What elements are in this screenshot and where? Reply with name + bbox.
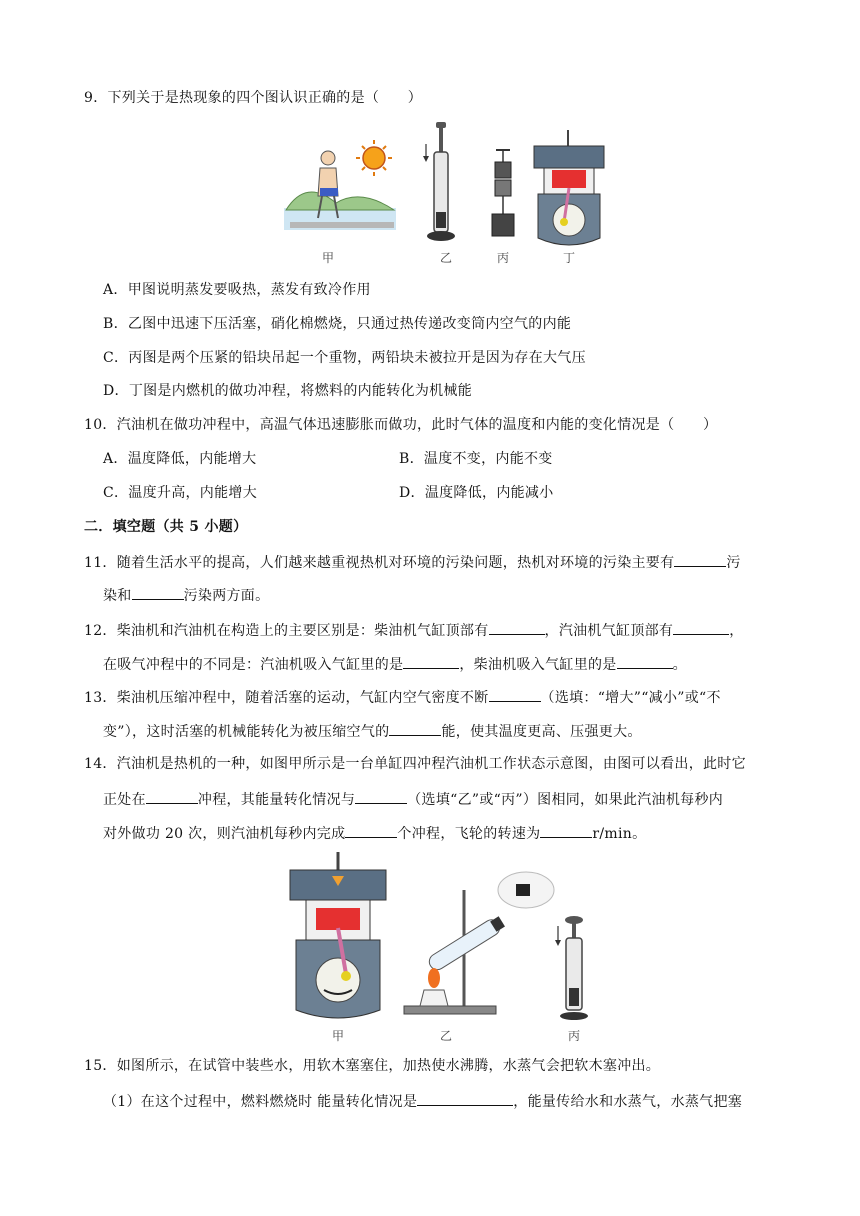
q14-figure-yi-test-tube bbox=[404, 872, 554, 1014]
q12-blank-3[interactable] bbox=[403, 653, 459, 669]
q11-line-2 bbox=[103, 584, 269, 606]
q9-label-ding: 丁 bbox=[562, 251, 576, 265]
q11-blank-2[interactable] bbox=[132, 584, 184, 600]
q9-label-jia: 甲 bbox=[321, 251, 335, 265]
figure-yi-fire-syringe bbox=[423, 122, 455, 241]
q12-blank-4[interactable] bbox=[617, 653, 673, 669]
q13-text-1a: 13．柴油机压缩冲程中，随着活塞的运动，气缸内空气密度不断 bbox=[84, 690, 489, 706]
q13-text-2a: 变”），这时活塞的机械能转化为被压缩空气的 bbox=[103, 724, 390, 740]
q11-blank-1[interactable] bbox=[674, 551, 726, 567]
q11-line-1 bbox=[84, 551, 741, 573]
q12-text-2b: ，柴油机吸入气缸里的是 bbox=[459, 657, 617, 673]
q14-label-yi: 乙 bbox=[439, 1029, 453, 1043]
q15-text-1a: （1）在这个过程中，燃料燃烧时 能量转化情况是 bbox=[103, 1094, 418, 1110]
q13-line-2 bbox=[103, 720, 642, 742]
q12-text-1b: ，汽油机气缸顶部有 bbox=[544, 623, 674, 639]
q14-text-3b: 个冲程，飞轮的转速为 bbox=[397, 826, 541, 842]
q11-text-1a: 11．随着生活水平的提高，人们越来越重视热机对环境的污染问题，热机对环境的污染主要有 bbox=[84, 555, 675, 571]
q10-option-d: D．温度降低，内能减小 bbox=[399, 485, 554, 501]
q10-option-a: A．温度降低，内能增大 bbox=[103, 451, 257, 467]
q15-stem: 15．如图所示，在试管中装些水，用软木塞塞住，加热使水沸腾，水蒸气会把软木塞冲出。 bbox=[84, 1058, 661, 1074]
q9-figure bbox=[276, 118, 610, 268]
section-heading-fill-blank: 二．填空题（共 5 小题） bbox=[84, 519, 248, 535]
q9-stem: 9．下列关于是热现象的四个图认识正确的是（ ） bbox=[84, 90, 423, 106]
q14-figure-bing-syringe bbox=[555, 916, 588, 1020]
figure-bing-lead-blocks bbox=[492, 150, 514, 236]
q15-blank-1[interactable] bbox=[417, 1090, 513, 1106]
q14-text-3a: 对外做功 20 次，则汽油机每秒内完成 bbox=[103, 826, 346, 842]
q14-blank-3[interactable] bbox=[345, 822, 397, 838]
q12-text-1a: 12．柴油机和汽油机在构造上的主要区别是：柴油机气缸顶部有 bbox=[84, 623, 489, 639]
q13-line-1 bbox=[84, 686, 721, 708]
q9-label-yi: 乙 bbox=[439, 251, 453, 265]
q13-text-2b: 能，使其温度更高、压强更大。 bbox=[441, 724, 642, 740]
q12-line-2 bbox=[103, 653, 687, 675]
q9-option-a: A．甲图说明蒸发要吸热，蒸发有致冷作用 bbox=[103, 282, 371, 298]
q12-blank-1[interactable] bbox=[489, 619, 545, 635]
q14-line-2 bbox=[103, 788, 723, 810]
q13-text-1b: （选填：“增大”“减小”或“不 bbox=[540, 690, 721, 706]
q15-text-1b: ，能量传给水和水蒸气，水蒸气把塞 bbox=[513, 1094, 743, 1110]
q9-option-d: D．丁图是内燃机的做功冲程，将燃料的内能转化为机械能 bbox=[103, 383, 473, 399]
q14-label-jia: 甲 bbox=[331, 1029, 345, 1043]
q10-option-b: B．温度不变，内能不变 bbox=[399, 451, 553, 467]
q9-option-c: C．丙图是两个压紧的铅块吊起一个重物，两铅块未被拉开是因为存在大气压 bbox=[103, 350, 586, 366]
q12-text-1c: ， bbox=[729, 623, 744, 639]
q10-stem: 10．汽油机在做功冲程中，高温气体迅速膨胀而做功，此时气体的温度和内能的变化情况是（ ） bbox=[84, 417, 718, 433]
q14-blank-4[interactable] bbox=[540, 822, 592, 838]
q11-text-2b: 污染两方面。 bbox=[183, 588, 270, 604]
q11-text-1b: 污 bbox=[726, 555, 741, 571]
q14-label-bing: 丙 bbox=[567, 1029, 581, 1043]
q13-blank-1[interactable] bbox=[489, 686, 541, 702]
q12-text-2c: 。 bbox=[672, 657, 687, 673]
q14-text-3c: r/min。 bbox=[592, 826, 647, 842]
q14-line-3 bbox=[103, 822, 646, 844]
q9-option-b: B．乙图中迅速下压活塞，硝化棉燃烧，只通过热传递改变筒内空气的内能 bbox=[103, 316, 572, 332]
q14-line-1: 14．汽油机是热机的一种，如图甲所示是一台单缸四冲程汽油机工作状态示意图，由图可以看出，此时它 bbox=[84, 756, 746, 772]
q14-text-2a: 正处在 bbox=[103, 792, 146, 808]
q12-line-1 bbox=[84, 619, 744, 641]
q14-text-2c: （选填“乙”或“丙”）图相同，如果此汽油机每秒内 bbox=[407, 792, 724, 808]
q14-figure bbox=[286, 850, 600, 1046]
q12-blank-2[interactable] bbox=[673, 619, 729, 635]
q10-option-c: C．温度升高，内能增大 bbox=[103, 485, 258, 501]
q14-blank-2[interactable] bbox=[355, 788, 407, 804]
q11-text-2a: 染和 bbox=[103, 588, 132, 604]
q14-text-2b: 冲程，其能量转化情况与 bbox=[197, 792, 356, 808]
q12-text-2a: 在吸气冲程中的不同是：汽油机吸入气缸里的是 bbox=[103, 657, 404, 673]
q9-label-bing: 丙 bbox=[496, 251, 510, 265]
figure-ding-engine bbox=[534, 130, 604, 245]
q14-figure-jia-engine bbox=[290, 852, 386, 1018]
q15-sub-1 bbox=[103, 1090, 742, 1112]
figure-jia-evaporation bbox=[284, 140, 396, 230]
q14-blank-1[interactable] bbox=[146, 788, 198, 804]
q13-blank-2[interactable] bbox=[389, 720, 441, 736]
